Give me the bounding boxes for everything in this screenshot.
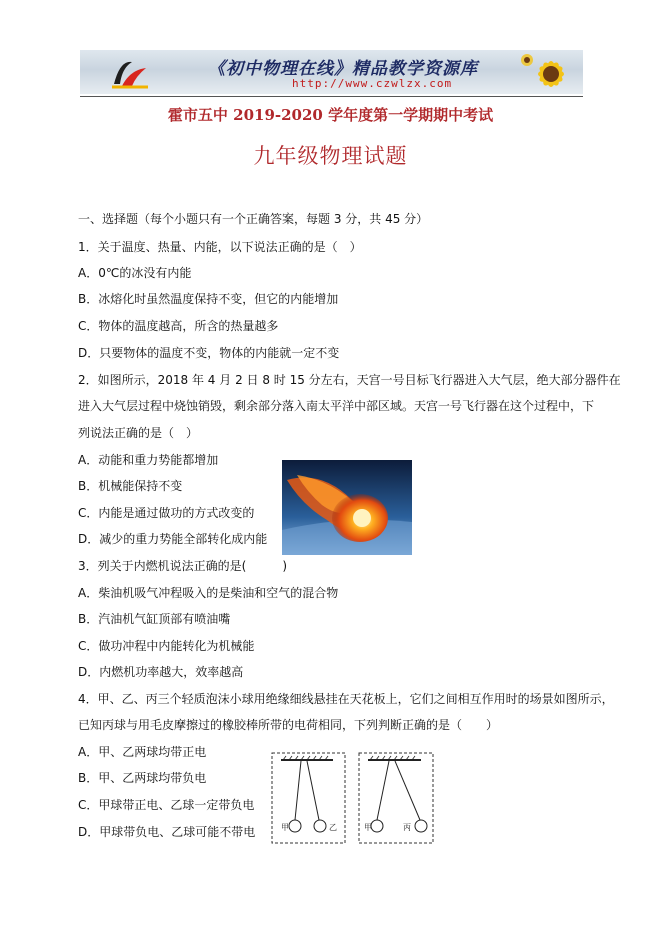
question-1-option-b: B．冰熔化时虽然温度保持不变，但它的内能增加: [78, 292, 339, 306]
label-jia-left: 甲: [281, 823, 289, 832]
question-4-stem-line-1: 4．甲、乙、丙三个轻质泡沫小球用绝缘细线悬挂在天花板上，它们之间相互作用时的场景如图所示，: [78, 692, 614, 706]
question-4-stem-line-2: 已知丙球与用毛皮摩擦过的橡胶棒所带的电荷相同，下列判断正确的是（ ）: [78, 718, 499, 732]
ball-jia-right: [371, 820, 383, 832]
question-4-option-a: A．甲、乙两球均带正电: [78, 745, 207, 759]
banner-divider: [80, 96, 583, 97]
right-ceiling: [368, 756, 421, 760]
banner-title: 《初中物理在线》精品教学资源库: [208, 59, 478, 79]
question-2-stem-line-3: 列说法正确的是（ ）: [78, 426, 199, 440]
charged-balls-diagram: [271, 752, 434, 844]
right-string-jia: [377, 761, 389, 820]
right-string-bing: [395, 761, 420, 820]
question-2-option-d: D．减少的重力势能全部转化成内能: [78, 532, 268, 546]
left-string-yi: [307, 761, 319, 820]
question-1-option-a: A．0℃的冰没有内能: [78, 266, 192, 280]
question-4-option-c: C．甲球带正电、乙球一定带负电: [78, 798, 255, 812]
left-ceiling: [281, 756, 333, 760]
question-1-stem: 1．关于温度、热量、内能，以下说法正确的是（ ）: [78, 240, 362, 254]
label-jia-right: 甲: [364, 823, 372, 832]
label-bing: 丙: [403, 823, 411, 832]
question-2-option-c: C．内能是通过做功的方式改变的: [78, 506, 255, 520]
site-logo-icon: [110, 56, 150, 90]
question-3-stem: 3．列关于内燃机说法正确的是( ): [78, 559, 287, 573]
ball-bing: [415, 820, 427, 832]
reentry-fireball-image: [282, 460, 412, 555]
ball-yi: [314, 820, 326, 832]
left-string-jia: [295, 761, 301, 820]
question-3-option-b: B．汽油机气缸顶部有喷油嘴: [78, 612, 231, 626]
sunflower-icon: [521, 52, 579, 94]
question-2-stem-line-1: 2．如图所示，2018 年 4 月 2 日 8 时 15 分左右，天宫一号目标飞行器进入大气层，绝大部分器件在: [78, 373, 621, 387]
question-3-option-a: A．柴油机吸气冲程吸入的是柴油和空气的混合物: [78, 586, 339, 600]
banner-url: http://www.czwlzx.com: [292, 77, 453, 90]
exam-subject-title: 九年级物理试题: [253, 144, 408, 168]
question-1-option-c: C．物体的温度越高，所含的热量越多: [78, 319, 279, 333]
section-heading: 一、选择题（每个小题只有一个正确答案，每题 3 分，共 45 分）: [78, 212, 429, 226]
site-banner: [80, 50, 583, 94]
question-3-option-d: D．内燃机功率越大，效率越高: [78, 665, 244, 679]
question-2-option-b: B．机械能保持不变: [78, 479, 183, 493]
question-2-stem-line-2: 进入大气层过程中烧蚀销毁，剩余部分落入南太平洋中部区域。天宫一号飞行器在这个过程中，下: [78, 399, 595, 413]
question-1-option-d: D．只要物体的温度不变，物体的内能就一定不变: [78, 346, 340, 360]
question-3-option-c: C．做功冲程中内能转化为机械能: [78, 639, 255, 653]
ball-jia-left: [289, 820, 301, 832]
exam-school-title: 霍市五中 2019-2020 学年度第一学期期中考试: [167, 106, 494, 124]
question-4-option-b: B．甲、乙两球均带负电: [78, 771, 207, 785]
label-yi: 乙: [329, 823, 337, 832]
question-4-option-d: D．甲球带负电、乙球可能不带电: [78, 825, 256, 839]
question-2-option-a: A．动能和重力势能都增加: [78, 453, 219, 467]
